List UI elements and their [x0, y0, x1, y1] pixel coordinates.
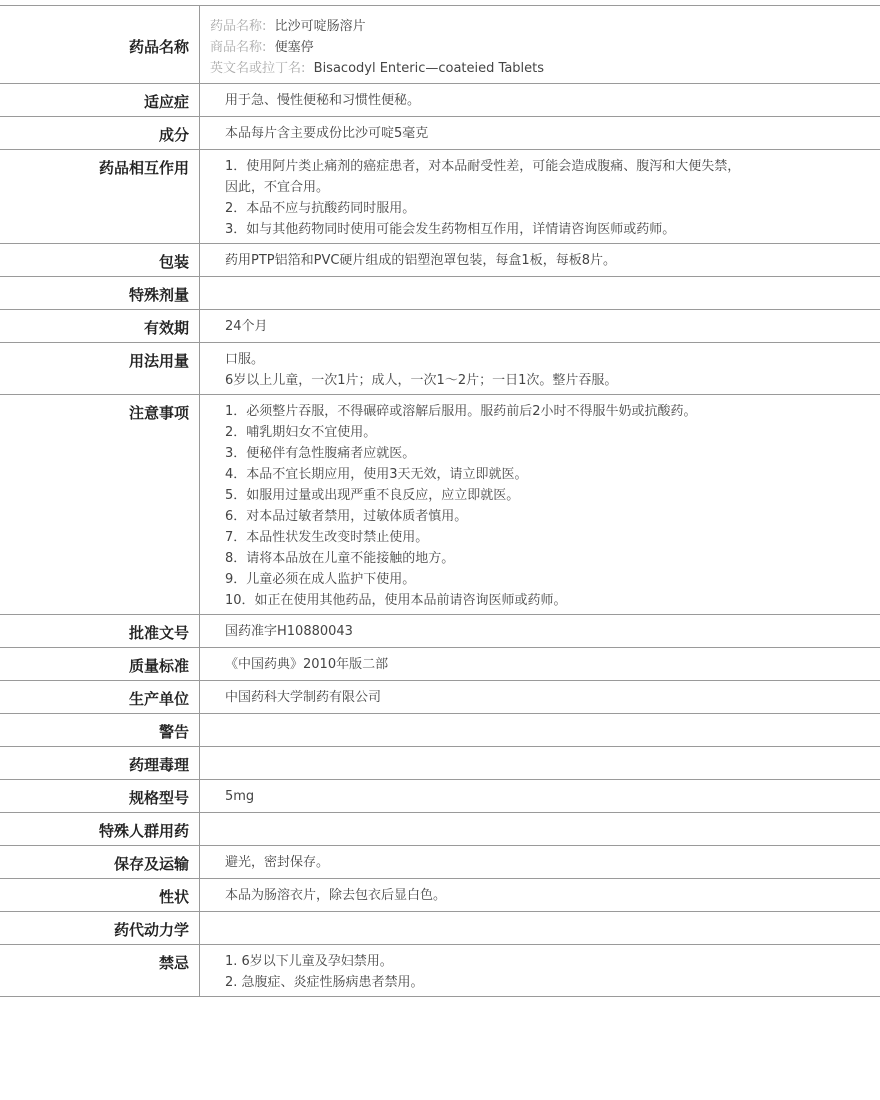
- table-row: [0, 310, 880, 343]
- row-label: 注意事项: [0, 395, 200, 614]
- value-line: 10．如正在使用其他药品，使用本品前请咨询医师或药师。: [225, 593, 567, 608]
- table-row: [0, 395, 880, 615]
- value-line: 药用PTP铝箔和PVC硬片组成的铝塑泡罩包装，每盒1板，每板8片。: [225, 253, 616, 268]
- trade-name-label: 商品名称:: [210, 40, 267, 55]
- row-value: [200, 945, 880, 996]
- row-label: 规格型号: [0, 780, 200, 812]
- row-value: [200, 879, 880, 911]
- row-label: 批准文号: [0, 615, 200, 647]
- value-line: 口服。: [225, 352, 265, 367]
- row-label: 质量标准: [0, 648, 200, 680]
- row-value: [200, 395, 880, 614]
- row-label: 警告: [0, 714, 200, 746]
- generic-name-value: 比沙可啶肠溶片: [274, 19, 366, 34]
- row-product-name: [0, 5, 880, 84]
- row-label: 药品相互作用: [0, 150, 200, 243]
- table-row: [0, 681, 880, 714]
- value-line: 2．哺乳期妇女不宜使用。: [225, 425, 377, 440]
- table-row: [0, 117, 880, 150]
- table-row: [0, 244, 880, 277]
- value-line: 3．如与其他药物同时使用可能会发生药物相互作用，详情请咨询医师或药师。: [225, 222, 676, 237]
- value-line: 用于急、慢性便秘和习惯性便秘。: [225, 93, 421, 108]
- row-label: 特殊人群用药: [0, 813, 200, 845]
- value-line: 8．请将本品放在儿童不能接触的地方。: [225, 551, 455, 566]
- row-label: 保存及运输: [0, 846, 200, 878]
- table-row: [0, 747, 880, 780]
- value-line: 因此，不宜合用。: [225, 180, 330, 195]
- english-name-value: Bisacodyl Enteric—coateied Tablets: [313, 61, 545, 76]
- english-name-label: 英文名或拉丁名:: [210, 61, 306, 76]
- table-row: [0, 879, 880, 912]
- value-line: 本品为肠溶衣片，除去包衣后显白色。: [225, 888, 447, 903]
- row-value: [200, 277, 880, 309]
- value-line: 中国药科大学制药有限公司: [225, 690, 382, 705]
- value-line: 6．对本品过敏者禁用，过敏体质者慎用。: [225, 509, 468, 524]
- row-value: [200, 648, 880, 680]
- generic-name-label: 药品名称:: [210, 19, 267, 34]
- value-line: 2．本品不应与抗酸药同时服用。: [225, 201, 416, 216]
- value-line: 1. 6岁以下儿童及孕妇禁用。: [225, 954, 393, 969]
- row-label: 用法用量: [0, 343, 200, 394]
- row-value: [200, 84, 880, 116]
- table-row: [0, 615, 880, 648]
- row-value: [200, 813, 880, 845]
- trade-name-line: [210, 37, 880, 58]
- value-line: 1．使用阿片类止痛剂的癌症患者，对本品耐受性差，可能会造成腹痛、腹泻和大便失禁，: [225, 159, 741, 174]
- row-label: 适应症: [0, 84, 200, 116]
- table-row: [0, 648, 880, 681]
- row-value: [200, 343, 880, 394]
- value-line: 国药准字H10880043: [225, 624, 353, 639]
- value-line: 24个月: [225, 319, 268, 334]
- table-row: [0, 150, 880, 244]
- table-row: [0, 277, 880, 310]
- value-line: 4．本品不宜长期应用，使用3天无效，请立即就医。: [225, 467, 528, 482]
- row-label: 生产单位: [0, 681, 200, 713]
- row-value: [200, 244, 880, 276]
- row-value: [200, 615, 880, 647]
- row-label: 药理毒理: [0, 747, 200, 779]
- row-value: [200, 780, 880, 812]
- value-line: 《中国药典》2010年版二部: [225, 657, 389, 672]
- row-value: [200, 6, 880, 83]
- row-label: 特殊剂量: [0, 277, 200, 309]
- drug-info-table: [0, 5, 880, 997]
- table-row: [0, 84, 880, 117]
- row-label: 有效期: [0, 310, 200, 342]
- row-value: [200, 310, 880, 342]
- row-value: [200, 714, 880, 746]
- row-label: 禁忌: [0, 945, 200, 996]
- table-row: [0, 780, 880, 813]
- row-label: 性状: [0, 879, 200, 911]
- row-label: 药代动力学: [0, 912, 200, 944]
- trade-name-value: 便塞停: [274, 40, 314, 55]
- row-label: 药品名称: [0, 6, 200, 83]
- value-line: 2. 急腹症、炎症性肠病患者禁用。: [225, 975, 424, 990]
- row-label: 包装: [0, 244, 200, 276]
- value-line: 5．如服用过量或出现严重不良反应，应立即就医。: [225, 488, 520, 503]
- english-name-line: [210, 58, 880, 79]
- generic-name-line: [210, 16, 880, 37]
- row-value: [200, 747, 880, 779]
- value-line: 避光，密封保存。: [225, 855, 330, 870]
- table-row: [0, 945, 880, 997]
- table-row: [0, 846, 880, 879]
- row-value: [200, 117, 880, 149]
- table-row: [0, 813, 880, 846]
- value-line: 9．儿童必须在成人监护下使用。: [225, 572, 416, 587]
- table-row: [0, 714, 880, 747]
- table-row: [0, 343, 880, 395]
- value-line: 1．必须整片吞服，不得碾碎或溶解后服用。服药前后2小时不得服牛奶或抗酸药。: [225, 404, 697, 419]
- row-value: [200, 912, 880, 944]
- table-row: [0, 912, 880, 945]
- value-line: 本品每片含主要成份比沙可啶5毫克: [225, 126, 429, 141]
- value-line: 6岁以上儿童，一次1片；成人，一次1～2片；一日1次。整片吞服。: [225, 373, 618, 388]
- row-value: [200, 150, 880, 243]
- row-value: [200, 846, 880, 878]
- value-line: 3．便秘伴有急性腹痛者应就医。: [225, 446, 416, 461]
- row-value: [200, 681, 880, 713]
- row-label: 成分: [0, 117, 200, 149]
- value-line: 5mg: [225, 789, 255, 804]
- value-line: 7．本品性状发生改变时禁止使用。: [225, 530, 429, 545]
